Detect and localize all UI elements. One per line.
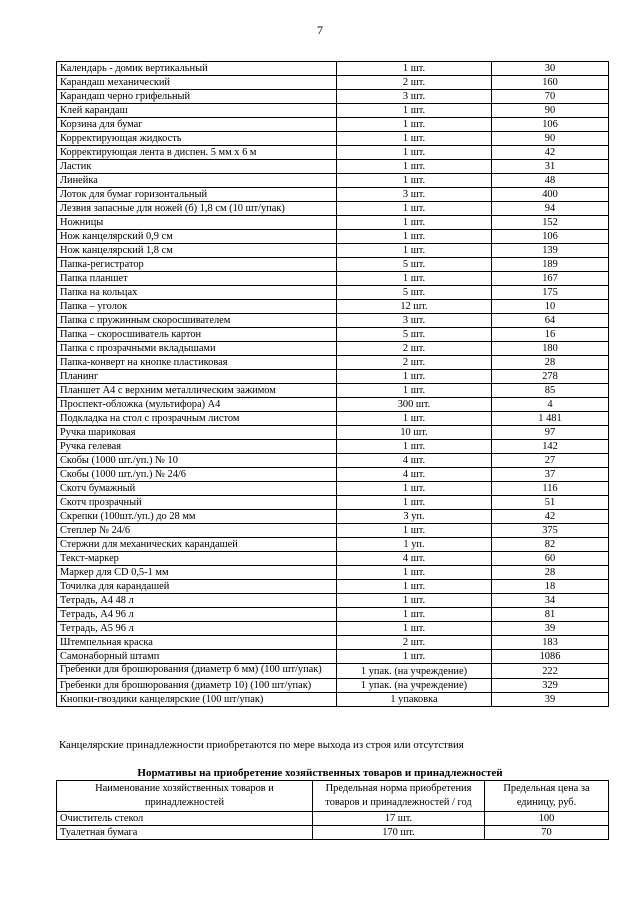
item-quantity: 1 шт. bbox=[337, 384, 492, 398]
table-row bbox=[57, 188, 609, 202]
item-name: Лоток для бумаг горизонтальный bbox=[57, 188, 337, 202]
item-price: 1 481 bbox=[492, 412, 609, 426]
header-price: Предельная цена за единицу, руб. bbox=[485, 781, 609, 812]
item-quantity: 1 упак. (на учреждение) bbox=[337, 679, 492, 693]
item-name: Лезвия запасные для ножей (б) 1,8 см (10 шт/упак) bbox=[57, 202, 337, 216]
table-row bbox=[57, 132, 609, 146]
item-name: Скотч прозрачный bbox=[57, 496, 337, 510]
item-quantity: 300 шт. bbox=[337, 398, 492, 412]
item-price: 106 bbox=[492, 118, 609, 132]
item-quantity: 1 шт. bbox=[337, 174, 492, 188]
item-price: 160 bbox=[492, 76, 609, 90]
item-price: 222 bbox=[492, 664, 609, 679]
page-number: 7 bbox=[317, 23, 323, 37]
table-row bbox=[57, 650, 609, 664]
item-quantity: 2 шт. bbox=[337, 356, 492, 370]
item-name: Маркер для CD 0,5-1 мм bbox=[57, 566, 337, 580]
table-row bbox=[57, 594, 609, 608]
item-price: 10 bbox=[492, 300, 609, 314]
item-name: Очиститель стекол bbox=[57, 812, 313, 826]
household-goods-table bbox=[56, 780, 609, 840]
item-name: Скотч бумажный bbox=[57, 482, 337, 496]
table-row bbox=[57, 76, 609, 90]
item-name: Гребенки для брошюрования (диаметр 6 мм) (100 шт/упак) bbox=[57, 664, 337, 679]
item-price: 39 bbox=[492, 622, 609, 636]
item-price: 28 bbox=[492, 566, 609, 580]
item-quantity: 1 шт. bbox=[337, 440, 492, 454]
table-row bbox=[57, 398, 609, 412]
item-price: 85 bbox=[492, 384, 609, 398]
item-quantity: 3 шт. bbox=[337, 188, 492, 202]
item-quantity: 5 шт. bbox=[337, 286, 492, 300]
header-norm: Предельная норма приобретения товаров и принадлежностей / год bbox=[313, 781, 485, 812]
item-quantity: 1 шт. bbox=[337, 230, 492, 244]
table-row bbox=[57, 580, 609, 594]
item-name: Папка – скоросшиватель картон bbox=[57, 328, 337, 342]
item-price: 152 bbox=[492, 216, 609, 230]
item-price: 375 bbox=[492, 524, 609, 538]
item-quantity: 1 шт. bbox=[337, 104, 492, 118]
item-price: 94 bbox=[492, 202, 609, 216]
item-price: 34 bbox=[492, 594, 609, 608]
item-name: Подкладка на стол с прозрачным листом bbox=[57, 412, 337, 426]
table-row bbox=[57, 104, 609, 118]
item-price: 27 bbox=[492, 454, 609, 468]
table-row bbox=[57, 679, 609, 693]
table-row bbox=[57, 510, 609, 524]
table-row bbox=[57, 826, 609, 840]
item-name: Планинг bbox=[57, 370, 337, 384]
item-name: Туалетная бумага bbox=[57, 826, 313, 840]
item-price: 42 bbox=[492, 146, 609, 160]
item-price: 51 bbox=[492, 496, 609, 510]
item-quantity: 1 шт. bbox=[337, 146, 492, 160]
item-price: 278 bbox=[492, 370, 609, 384]
table-row bbox=[57, 370, 609, 384]
item-price: 90 bbox=[492, 132, 609, 146]
table-row bbox=[57, 244, 609, 258]
item-name: Папка с пружинным скоросшивателем bbox=[57, 314, 337, 328]
item-name: Папка планшет bbox=[57, 272, 337, 286]
table-row bbox=[57, 272, 609, 286]
item-quantity: 1 шт. bbox=[337, 412, 492, 426]
table-row bbox=[57, 300, 609, 314]
item-quantity: 3 шт. bbox=[337, 314, 492, 328]
table-row bbox=[57, 524, 609, 538]
section-title: Нормативы на приобретение хозяйственных товаров и принадлежностей bbox=[137, 767, 503, 779]
table-row bbox=[57, 468, 609, 482]
table-row bbox=[57, 440, 609, 454]
item-quantity: 2 шт. bbox=[337, 636, 492, 650]
item-price: 4 bbox=[492, 398, 609, 412]
item-name: Ручка шариковая bbox=[57, 426, 337, 440]
item-price: 70 bbox=[485, 826, 609, 840]
item-name: Календарь - домик вертикальный bbox=[57, 62, 337, 76]
item-name: Гребенки для брошюрования (диаметр 10) (100 шт/упак) bbox=[57, 679, 337, 693]
table-row bbox=[57, 496, 609, 510]
table-row bbox=[57, 356, 609, 370]
item-quantity: 1 шт. bbox=[337, 118, 492, 132]
item-quantity: 1 шт. bbox=[337, 580, 492, 594]
item-name: Текст-маркер bbox=[57, 552, 337, 566]
item-name: Карандаш механический bbox=[57, 76, 337, 90]
table-row bbox=[57, 454, 609, 468]
item-price: 106 bbox=[492, 230, 609, 244]
table-row bbox=[57, 160, 609, 174]
table-row bbox=[57, 314, 609, 328]
table-row bbox=[57, 664, 609, 679]
item-name: Штемпельная краска bbox=[57, 636, 337, 650]
item-quantity: 2 шт. bbox=[337, 342, 492, 356]
table-row bbox=[57, 608, 609, 622]
item-quantity: 1 шт. bbox=[337, 482, 492, 496]
item-price: 37 bbox=[492, 468, 609, 482]
supplies-note: Канцелярские принадлежности приобретаются по мере выхода из строя или отсутствия bbox=[59, 739, 464, 751]
supplies-table-body bbox=[57, 62, 609, 707]
item-quantity: 1 шт. bbox=[337, 524, 492, 538]
item-quantity: 1 шт. bbox=[337, 496, 492, 510]
item-quantity: 1 шт. bbox=[337, 370, 492, 384]
header-name: Наименование хозяйственных товаров и принадлежностей bbox=[57, 781, 313, 812]
item-price: 39 bbox=[492, 693, 609, 707]
item-name: Ручка гелевая bbox=[57, 440, 337, 454]
table-row bbox=[57, 636, 609, 650]
item-quantity: 1 упаковка bbox=[337, 693, 492, 707]
item-price: 329 bbox=[492, 679, 609, 693]
item-name: Клей карандаш bbox=[57, 104, 337, 118]
item-price: 167 bbox=[492, 272, 609, 286]
item-quantity: 1 шт. bbox=[337, 272, 492, 286]
item-price: 175 bbox=[492, 286, 609, 300]
table-row bbox=[57, 566, 609, 580]
item-quantity: 2 шт. bbox=[337, 76, 492, 90]
item-quantity: 1 шт. bbox=[337, 566, 492, 580]
item-name: Планшет А4 с верхним металлическим зажимом bbox=[57, 384, 337, 398]
item-name: Проспект-обложка (мультифора) А4 bbox=[57, 398, 337, 412]
item-name: Корзина для бумаг bbox=[57, 118, 337, 132]
item-quantity: 1 шт. bbox=[337, 622, 492, 636]
item-name: Ластик bbox=[57, 160, 337, 174]
item-name: Скобы (1000 шт./уп.) № 10 bbox=[57, 454, 337, 468]
table-row bbox=[57, 286, 609, 300]
item-quantity: 3 уп. bbox=[337, 510, 492, 524]
item-price: 97 bbox=[492, 426, 609, 440]
item-quantity: 1 шт. bbox=[337, 160, 492, 174]
table-row bbox=[57, 62, 609, 76]
item-quantity: 3 шт. bbox=[337, 90, 492, 104]
table-row bbox=[57, 118, 609, 132]
table-row bbox=[57, 258, 609, 272]
item-price: 48 bbox=[492, 174, 609, 188]
item-price: 70 bbox=[492, 90, 609, 104]
item-name: Скобы (1000 шт./уп.) № 24/6 bbox=[57, 468, 337, 482]
item-name: Тетрадь, А4 96 л bbox=[57, 608, 337, 622]
item-price: 18 bbox=[492, 580, 609, 594]
table-row bbox=[57, 90, 609, 104]
item-quantity: 1 шт. bbox=[337, 216, 492, 230]
item-price: 60 bbox=[492, 552, 609, 566]
item-quantity: 5 шт. bbox=[337, 258, 492, 272]
table-row bbox=[57, 146, 609, 160]
table-row bbox=[57, 812, 609, 826]
item-quantity: 1 шт. bbox=[337, 608, 492, 622]
item-price: 142 bbox=[492, 440, 609, 454]
table-row bbox=[57, 202, 609, 216]
item-quantity: 1 шт. bbox=[337, 244, 492, 258]
item-name: Нож канцелярский 0,9 см bbox=[57, 230, 337, 244]
item-price: 82 bbox=[492, 538, 609, 552]
table-header-row bbox=[57, 781, 609, 812]
item-name: Линейка bbox=[57, 174, 337, 188]
item-quantity: 1 шт. bbox=[337, 594, 492, 608]
item-name: Ножницы bbox=[57, 216, 337, 230]
item-name: Карандаш черно грифельный bbox=[57, 90, 337, 104]
item-quantity: 5 шт. bbox=[337, 328, 492, 342]
item-name: Точилка для карандашей bbox=[57, 580, 337, 594]
item-quantity: 1 шт. bbox=[337, 62, 492, 76]
table-row bbox=[57, 552, 609, 566]
item-name: Корректирующая лента в диспен. 5 мм х 6 м bbox=[57, 146, 337, 160]
item-name: Папка-конверт на кнопке пластиковая bbox=[57, 356, 337, 370]
item-price: 183 bbox=[492, 636, 609, 650]
item-price: 31 bbox=[492, 160, 609, 174]
table-row bbox=[57, 384, 609, 398]
supplies-table bbox=[56, 61, 609, 707]
item-price: 1086 bbox=[492, 650, 609, 664]
table-row bbox=[57, 693, 609, 707]
item-price: 28 bbox=[492, 356, 609, 370]
item-name: Папка с прозрачными вкладышами bbox=[57, 342, 337, 356]
item-price: 90 bbox=[492, 104, 609, 118]
item-price: 139 bbox=[492, 244, 609, 258]
item-name: Стержни для механических карандашей bbox=[57, 538, 337, 552]
item-name: Скрепки (100шт./уп.) до 28 мм bbox=[57, 510, 337, 524]
table-row bbox=[57, 482, 609, 496]
item-quantity: 12 шт. bbox=[337, 300, 492, 314]
table-row bbox=[57, 622, 609, 636]
item-name: Папка – уголок bbox=[57, 300, 337, 314]
item-name: Тетрадь, А5 96 л bbox=[57, 622, 337, 636]
item-quantity: 1 шт. bbox=[337, 202, 492, 216]
item-quantity: 17 шт. bbox=[313, 812, 485, 826]
item-price: 116 bbox=[492, 482, 609, 496]
item-quantity: 4 шт. bbox=[337, 552, 492, 566]
item-name: Тетрадь, А4 48 л bbox=[57, 594, 337, 608]
item-price: 64 bbox=[492, 314, 609, 328]
item-price: 81 bbox=[492, 608, 609, 622]
item-price: 42 bbox=[492, 510, 609, 524]
table-row bbox=[57, 426, 609, 440]
table-row bbox=[57, 538, 609, 552]
item-price: 30 bbox=[492, 62, 609, 76]
item-name: Кнопки-гвоздики канцелярские (100 шт/упак) bbox=[57, 693, 337, 707]
item-price: 189 bbox=[492, 258, 609, 272]
household-goods-table-body bbox=[57, 812, 609, 840]
table-row bbox=[57, 174, 609, 188]
item-quantity: 1 упак. (на учреждение) bbox=[337, 664, 492, 679]
item-name: Самонаборный штамп bbox=[57, 650, 337, 664]
item-name: Папка на кольцах bbox=[57, 286, 337, 300]
item-name: Нож канцелярский 1,8 см bbox=[57, 244, 337, 258]
table-row bbox=[57, 412, 609, 426]
item-name: Папка-регистратор bbox=[57, 258, 337, 272]
table-row bbox=[57, 230, 609, 244]
table-row bbox=[57, 328, 609, 342]
table-row bbox=[57, 342, 609, 356]
item-quantity: 10 шт. bbox=[337, 426, 492, 440]
item-quantity: 4 шт. bbox=[337, 468, 492, 482]
item-quantity: 4 шт. bbox=[337, 454, 492, 468]
item-quantity: 170 шт. bbox=[313, 826, 485, 840]
item-name: Степлер № 24/6 bbox=[57, 524, 337, 538]
item-price: 16 bbox=[492, 328, 609, 342]
item-name: Корректирующая жидкость bbox=[57, 132, 337, 146]
table-row bbox=[57, 216, 609, 230]
item-quantity: 1 шт. bbox=[337, 132, 492, 146]
item-quantity: 1 шт. bbox=[337, 650, 492, 664]
item-price: 400 bbox=[492, 188, 609, 202]
item-quantity: 1 уп. bbox=[337, 538, 492, 552]
item-price: 180 bbox=[492, 342, 609, 356]
item-price: 100 bbox=[485, 812, 609, 826]
